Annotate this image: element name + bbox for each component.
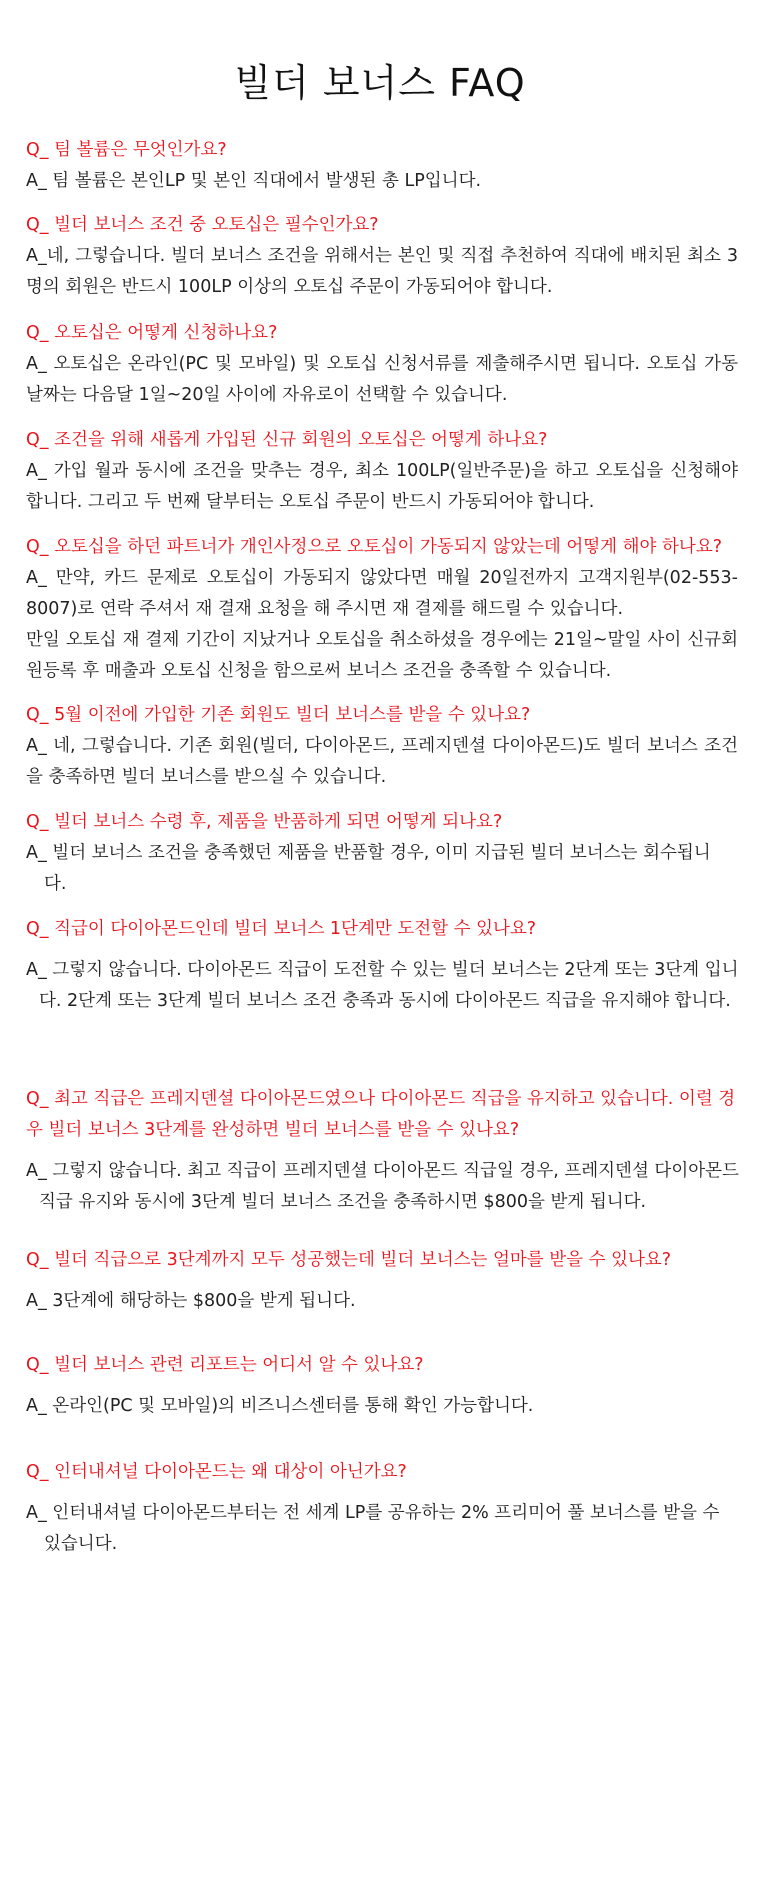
faq-item-team-volume [26, 135, 738, 197]
faq-answer: A_ 팀 볼륨은 본인LP 및 본인 직대에서 발생된 총 LP입니다. [26, 171, 482, 191]
faq-question: Q_ 5월 이전에 가입한 기존 회원도 빌더 보너스를 받을 수 있나요? [26, 705, 531, 725]
faq-question: Q_ 빌더 보너스 조건 중 오토십은 필수인가요? [26, 215, 379, 235]
faq-answer: A_네, 그렇습니다. 빌더 보너스 조건을 위해서는 본인 및 직접 추천하여 직대에 배치된 최소 3명의 회원은 반드시 100LP 이상의 오토십 주문이 가동되어야 합니다. [26, 246, 738, 297]
faq-answer: A_ 그렇지 않습니다. 최고 직급이 프레지덴셜 다이아몬드 직급일 경우, 프레지덴셜 다이아몬드 직급 유지와 동시에 3단계 빌더 보너스 조건을 충족하시면 $800을 받게 됩니다. [26, 1161, 739, 1212]
faq-question: Q_ 빌더 보너스 수령 후, 제품을 반품하게 되면 어떻게 되나요? [26, 812, 503, 832]
faq-item-autoship-required [26, 210, 738, 303]
faq-item-autoship-failed [26, 532, 738, 687]
faq-question: Q_ 빌더 보너스 관련 리포트는 어디서 알 수 있나요? [26, 1355, 424, 1375]
faq-item-builder-level-3 [26, 1245, 738, 1317]
faq-item-autoship-apply [26, 318, 738, 411]
faq-item-product-return [26, 807, 738, 900]
faq-question: Q_ 빌더 직급으로 3단계까지 모두 성공했는데 빌더 보너스는 얼마를 받을 수 있나요? [26, 1250, 672, 1270]
faq-answer: A_ 오토십은 온라인(PC 및 모바일) 및 오토십 신청서류를 제출해주시면 됩니다. 오토십 가동 날짜는 다음달 1일~20일 사이에 자유로이 선택할 수 있습니다. [26, 354, 738, 405]
faq-item-diamond-level [26, 914, 738, 1017]
page-title: 빌더 보너스 FAQ [234, 61, 526, 105]
faq-answer: A_ 인터내셔널 다이아몬드부터는 전 세계 LP를 공유하는 2% 프리미어 풀 보너스를 받을 수 있습니다. [26, 1503, 720, 1554]
faq-answer: A_ 온라인(PC 및 모바일)의 비즈니스센터를 통해 확인 가능합니다. [26, 1396, 534, 1416]
faq-item-presidential-diamond [26, 1084, 738, 1218]
faq-answer: A_ 그렇지 않습니다. 다이아몬드 직급이 도전할 수 있는 빌더 보너스는 2단계 또는 3단계 입니다. 2단계 또는 3단계 빌더 보너스 조건 충족과 동시에 다이아몬드 직급을 유지해야 합니다. [26, 960, 739, 1011]
faq-item-new-member-autoship [26, 425, 738, 518]
faq-answer: A_ 만약, 카드 문제로 오토십이 가동되지 않았다면 매월 20일전까지 고객지원부(02-553-8007)로 연락 주셔서 재 결재 요청을 해 주시면 재 결제를 해드릴 수 있습니다. [26, 568, 738, 619]
faq-question: Q_ 직급이 다이아몬드인데 빌더 보너스 1단계만 도전할 수 있나요? [26, 919, 537, 939]
faq-item-international-diamond [26, 1457, 738, 1560]
faq-answer-continued: 만일 오토십 재 결제 기간이 지났거나 오토십을 취소하셨을 경우에는 21일~말일 사이 신규회원등록 후 매출과 오토십 신청을 함으로써 보너스 조건을 충족할 수 있습니다. [26, 630, 738, 681]
faq-answer: A_ 빌더 보너스 조건을 충족했던 제품을 반품할 경우, 이미 지급된 빌더 보너스는 회수됩니다. [26, 843, 711, 894]
faq-question: Q_ 인터내셔널 다이아몬드는 왜 대상이 아닌가요? [26, 1462, 407, 1482]
faq-item-report [26, 1350, 738, 1422]
faq-answer: A_ 가입 월과 동시에 조건을 맞추는 경우, 최소 100LP(일반주문)을 하고 오토십을 신청해야 합니다. 그리고 두 번째 달부터는 오토십 주문이 반드시 가동되어야 합니다. [26, 461, 738, 512]
faq-question: Q_ 오토십은 어떻게 신청하나요? [26, 323, 278, 343]
faq-question: Q_ 오토십을 하던 파트너가 개인사정으로 오토십이 가동되지 않았는데 어떻게 해야 하나요? [26, 537, 723, 557]
faq-answer: A_ 3단계에 해당하는 $800을 받게 됩니다. [26, 1291, 356, 1311]
faq-question: Q_ 조건을 위해 새롭게 가입된 신규 회원의 오토십은 어떻게 하나요? [26, 430, 548, 450]
faq-item-existing-member [26, 700, 738, 793]
faq-question: Q_ 최고 직급은 프레지덴셜 다이아몬드였으나 다이아몬드 직급을 유지하고 있습니다. 이럴 경우 빌더 보너스 3단계를 완성하면 빌더 보너스를 받을 수 있나요? [26, 1089, 736, 1140]
faq-question: Q_ 팀 볼륨은 무엇인가요? [26, 140, 227, 160]
faq-answer: A_ 네, 그렇습니다. 기존 회원(빌더, 다이아몬드, 프레지덴셜 다이아몬드)도 빌더 보너스 조건을 충족하면 빌더 보너스를 받으실 수 있습니다. [26, 736, 738, 787]
